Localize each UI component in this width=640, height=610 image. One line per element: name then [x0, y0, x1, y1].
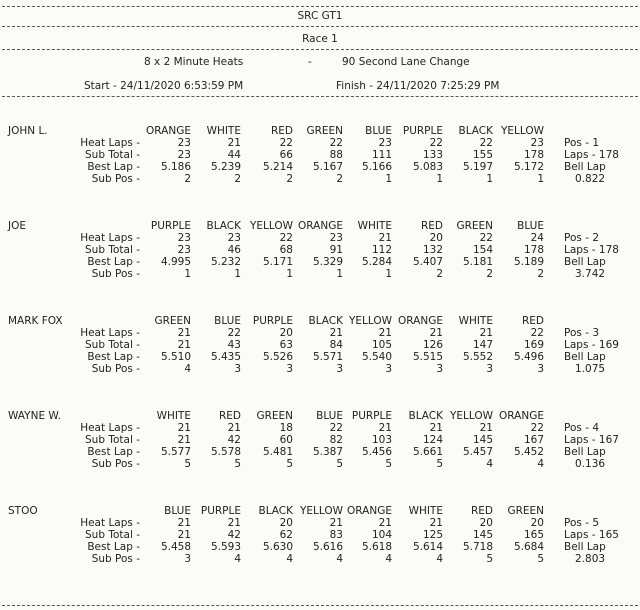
row-label: Best Lap -	[87, 541, 140, 553]
value-cell: 147	[472, 339, 493, 351]
lane-header: BLUE	[164, 505, 191, 517]
bell-lap-value: 0.136	[575, 458, 606, 470]
value-cell: 20	[279, 517, 293, 529]
row-label: Sub Total -	[85, 529, 140, 541]
value-cell: 21	[227, 517, 241, 529]
value-cell: 5.593	[210, 541, 241, 553]
value-cell: 5.578	[210, 446, 241, 458]
value-cell: 66	[279, 149, 293, 161]
value-cell: 165	[523, 529, 544, 541]
value-cell: 23	[177, 137, 191, 149]
value-cell: 21	[329, 327, 343, 339]
value-cell: 5.457	[462, 446, 493, 458]
value-cell: 1	[385, 268, 392, 280]
value-cell: 24	[530, 232, 544, 244]
value-cell: 23	[378, 137, 392, 149]
lane-header: WHITE	[408, 505, 443, 517]
lane-header: GREEN	[306, 125, 343, 137]
heat-format: 8 x 2 Minute Heats	[144, 56, 244, 68]
value-cell: 43	[227, 339, 241, 351]
row-label: Sub Total -	[85, 149, 140, 161]
lane-header: ORANGE	[146, 125, 191, 137]
bell-lap-label: Bell Lap	[564, 256, 606, 268]
row-label: Best Lap -	[87, 351, 140, 363]
bell-lap-value: 2.803	[575, 553, 606, 565]
value-cell: 1	[234, 268, 241, 280]
value-cell: 4	[286, 553, 293, 565]
lane-header: PURPLE	[150, 220, 191, 232]
row-label: Heat Laps -	[80, 232, 140, 244]
value-cell: 5.181	[462, 256, 493, 268]
value-cell: 5.526	[262, 351, 293, 363]
value-cell: 5.197	[462, 161, 493, 173]
value-cell: 18	[279, 422, 293, 434]
value-cell: 5	[486, 553, 493, 565]
driver-block	[0, 125, 640, 217]
driver-block	[0, 410, 640, 502]
bell-lap-label: Bell Lap	[564, 161, 606, 173]
value-cell: 133	[422, 149, 443, 161]
value-cell: 5.552	[462, 351, 493, 363]
value-cell: 46	[227, 244, 241, 256]
value-cell: 154	[472, 244, 493, 256]
value-cell: 5.577	[160, 446, 191, 458]
value-cell: 21	[177, 422, 191, 434]
lane-header: WHITE	[206, 125, 241, 137]
value-cell: 21	[329, 517, 343, 529]
value-cell: 104	[371, 529, 392, 541]
value-cell: 21	[479, 327, 493, 339]
value-cell: 4.995	[160, 256, 191, 268]
lane-header: RED	[521, 315, 544, 327]
value-cell: 5.239	[210, 161, 241, 173]
value-cell: 44	[227, 149, 241, 161]
value-cell: 22	[279, 232, 293, 244]
value-cell: 2	[184, 173, 191, 185]
lane-header: GREEN	[507, 505, 544, 517]
document-title: SRC GT1	[297, 10, 343, 22]
value-cell: 82	[329, 434, 343, 446]
row-label: Best Lap -	[87, 161, 140, 173]
value-cell: 1	[436, 173, 443, 185]
value-cell: 3	[436, 363, 443, 375]
value-cell: 3	[385, 363, 392, 375]
row-label: Sub Total -	[85, 339, 140, 351]
value-cell: 21	[177, 434, 191, 446]
value-cell: 5	[537, 553, 544, 565]
value-cell: 83	[329, 529, 343, 541]
bell-lap-label: Bell Lap	[564, 351, 606, 363]
divider	[2, 49, 638, 50]
position: Pos - 2	[564, 232, 599, 244]
driver-name: STOO	[8, 505, 38, 517]
total-laps: Laps - 169	[564, 339, 619, 351]
lane-header: RED	[420, 220, 443, 232]
row-label: Sub Pos -	[91, 363, 140, 375]
lane-header: RED	[218, 410, 241, 422]
lane-header: GREEN	[256, 410, 293, 422]
value-cell: 145	[472, 434, 493, 446]
start-time: Start - 24/11/2020 6:53:59 PM	[84, 80, 244, 92]
driver-name: MARK FOX	[8, 315, 63, 327]
value-cell: 5	[184, 458, 191, 470]
value-cell: 23	[177, 232, 191, 244]
total-laps: Laps - 178	[564, 149, 619, 161]
value-cell: 2	[336, 173, 343, 185]
lane-header: PURPLE	[351, 410, 392, 422]
value-cell: 2	[286, 173, 293, 185]
value-cell: 5.186	[160, 161, 191, 173]
value-cell: 21	[177, 529, 191, 541]
lane-change: 90 Second Lane Change	[342, 56, 470, 68]
value-cell: 4	[537, 458, 544, 470]
lane-header: ORANGE	[298, 220, 343, 232]
total-laps: Laps - 165	[564, 529, 619, 541]
value-cell: 5.387	[312, 446, 343, 458]
value-cell: 2	[537, 268, 544, 280]
value-cell: 60	[279, 434, 293, 446]
value-cell: 5.515	[412, 351, 443, 363]
value-cell: 126	[422, 339, 443, 351]
value-cell: 125	[422, 529, 443, 541]
value-cell: 5	[436, 458, 443, 470]
value-cell: 5.661	[412, 446, 443, 458]
value-cell: 132	[422, 244, 443, 256]
value-cell: 5.407	[412, 256, 443, 268]
value-cell: 5.718	[462, 541, 493, 553]
value-cell: 63	[279, 339, 293, 351]
position: Pos - 3	[564, 327, 599, 339]
divider	[2, 26, 638, 27]
value-cell: 62	[279, 529, 293, 541]
row-label: Sub Pos -	[91, 173, 140, 185]
value-cell: 1	[184, 268, 191, 280]
value-cell: 5.214	[262, 161, 293, 173]
value-cell: 21	[429, 327, 443, 339]
value-cell: 91	[329, 244, 343, 256]
total-laps: Laps - 178	[564, 244, 619, 256]
value-cell: 21	[177, 517, 191, 529]
value-cell: 5.232	[210, 256, 241, 268]
lane-header: YELLOW	[500, 125, 544, 137]
value-cell: 5	[385, 458, 392, 470]
value-cell: 4	[385, 553, 392, 565]
value-cell: 21	[429, 517, 443, 529]
value-cell: 5.329	[312, 256, 343, 268]
row-label: Best Lap -	[87, 446, 140, 458]
row-label: Heat Laps -	[80, 517, 140, 529]
value-cell: 84	[329, 339, 343, 351]
value-cell: 22	[530, 327, 544, 339]
lane-header: YELLOW	[449, 410, 493, 422]
position: Pos - 5	[564, 517, 599, 529]
value-cell: 5.458	[160, 541, 191, 553]
value-cell: 4	[486, 458, 493, 470]
value-cell: 3	[537, 363, 544, 375]
driver-block	[0, 505, 640, 597]
value-cell: 5.166	[361, 161, 392, 173]
divider	[2, 6, 638, 7]
lane-header: BLACK	[258, 505, 293, 517]
lane-header: BLACK	[206, 220, 241, 232]
value-cell: 5	[336, 458, 343, 470]
row-label: Sub Pos -	[91, 458, 140, 470]
divider	[2, 605, 638, 606]
row-label: Heat Laps -	[80, 422, 140, 434]
value-cell: 178	[523, 149, 544, 161]
lane-header: YELLOW	[348, 315, 392, 327]
lane-header: BLACK	[408, 410, 443, 422]
value-cell: 3	[234, 363, 241, 375]
value-cell: 22	[479, 232, 493, 244]
driver-block	[0, 220, 640, 312]
value-cell: 22	[479, 137, 493, 149]
value-cell: 167	[523, 434, 544, 446]
row-label: Sub Pos -	[91, 553, 140, 565]
bell-lap-label: Bell Lap	[564, 541, 606, 553]
value-cell: 1	[537, 173, 544, 185]
value-cell: 22	[429, 137, 443, 149]
value-cell: 5.496	[513, 351, 544, 363]
lane-header: YELLOW	[249, 220, 293, 232]
value-cell: 145	[472, 529, 493, 541]
driver-name: JOE	[8, 220, 26, 232]
value-cell: 105	[371, 339, 392, 351]
value-cell: 2	[234, 173, 241, 185]
value-cell: 124	[422, 434, 443, 446]
bell-lap-value: 1.075	[575, 363, 606, 375]
value-cell: 22	[329, 137, 343, 149]
bell-lap-value: 3.742	[575, 268, 606, 280]
value-cell: 21	[227, 422, 241, 434]
lane-header: BLUE	[365, 125, 392, 137]
value-cell: 3	[286, 363, 293, 375]
value-cell: 5.618	[361, 541, 392, 553]
value-cell: 23	[329, 232, 343, 244]
value-cell: 21	[177, 339, 191, 351]
lane-header: RED	[270, 125, 293, 137]
value-cell: 5.435	[210, 351, 241, 363]
divider	[2, 96, 638, 97]
value-cell: 5.456	[361, 446, 392, 458]
value-cell: 21	[378, 232, 392, 244]
value-cell: 5.171	[262, 256, 293, 268]
row-label: Sub Total -	[85, 244, 140, 256]
value-cell: 21	[378, 517, 392, 529]
value-cell: 2	[486, 268, 493, 280]
value-cell: 5.172	[513, 161, 544, 173]
value-cell: 5.167	[312, 161, 343, 173]
value-cell: 1	[286, 268, 293, 280]
lane-header: PURPLE	[402, 125, 443, 137]
value-cell: 3	[336, 363, 343, 375]
finish-time: Finish - 24/11/2020 7:25:29 PM	[336, 80, 500, 92]
driver-name: WAYNE W.	[8, 410, 61, 422]
value-cell: 155	[472, 149, 493, 161]
value-cell: 22	[227, 327, 241, 339]
lane-header: BLACK	[458, 125, 493, 137]
value-cell: 22	[279, 137, 293, 149]
value-cell: 5.571	[312, 351, 343, 363]
value-cell: 20	[530, 517, 544, 529]
lane-header: GREEN	[154, 315, 191, 327]
value-cell: 5.540	[361, 351, 392, 363]
value-cell: 1	[486, 173, 493, 185]
value-cell: 42	[227, 434, 241, 446]
position: Pos - 4	[564, 422, 599, 434]
value-cell: 5.630	[262, 541, 293, 553]
total-laps: Laps - 167	[564, 434, 619, 446]
position: Pos - 1	[564, 137, 599, 149]
value-cell: 21	[429, 422, 443, 434]
value-cell: 5.684	[513, 541, 544, 553]
value-cell: 68	[279, 244, 293, 256]
lane-header: ORANGE	[499, 410, 544, 422]
format-separator: -	[308, 56, 312, 68]
value-cell: 23	[530, 137, 544, 149]
value-cell: 3	[184, 553, 191, 565]
value-cell: 5.083	[412, 161, 443, 173]
value-cell: 21	[378, 327, 392, 339]
value-cell: 5	[286, 458, 293, 470]
lane-header: BLUE	[316, 410, 343, 422]
value-cell: 88	[329, 149, 343, 161]
value-cell: 5.481	[262, 446, 293, 458]
value-cell: 169	[523, 339, 544, 351]
lane-header: BLUE	[517, 220, 544, 232]
value-cell: 3	[486, 363, 493, 375]
value-cell: 2	[436, 268, 443, 280]
value-cell: 5.614	[412, 541, 443, 553]
value-cell: 5.510	[160, 351, 191, 363]
value-cell: 20	[429, 232, 443, 244]
value-cell: 4	[436, 553, 443, 565]
value-cell: 4	[184, 363, 191, 375]
lane-header: BLUE	[214, 315, 241, 327]
value-cell: 42	[227, 529, 241, 541]
driver-name: JOHN L.	[8, 125, 48, 137]
value-cell: 22	[530, 422, 544, 434]
lane-header: YELLOW	[299, 505, 343, 517]
value-cell: 21	[479, 422, 493, 434]
value-cell: 4	[234, 553, 241, 565]
lane-header: WHITE	[357, 220, 392, 232]
value-cell: 112	[371, 244, 392, 256]
race-label: Race 1	[302, 33, 338, 45]
bell-lap-value: 0.822	[575, 173, 606, 185]
driver-block	[0, 315, 640, 407]
value-cell: 23	[177, 244, 191, 256]
row-label: Heat Laps -	[80, 137, 140, 149]
lane-header: ORANGE	[398, 315, 443, 327]
value-cell: 178	[523, 244, 544, 256]
row-label: Best Lap -	[87, 256, 140, 268]
value-cell: 5	[234, 458, 241, 470]
value-cell: 23	[177, 149, 191, 161]
lane-header: ORANGE	[347, 505, 392, 517]
value-cell: 20	[279, 327, 293, 339]
value-cell: 23	[227, 232, 241, 244]
value-cell: 5.189	[513, 256, 544, 268]
row-label: Sub Pos -	[91, 268, 140, 280]
value-cell: 20	[479, 517, 493, 529]
value-cell: 1	[385, 173, 392, 185]
value-cell: 5.284	[361, 256, 392, 268]
row-label: Heat Laps -	[80, 327, 140, 339]
value-cell: 4	[336, 553, 343, 565]
value-cell: 103	[371, 434, 392, 446]
lane-header: WHITE	[156, 410, 191, 422]
lane-header: BLACK	[308, 315, 343, 327]
value-cell: 21	[177, 327, 191, 339]
value-cell: 1	[336, 268, 343, 280]
lane-header: PURPLE	[252, 315, 293, 327]
lane-header: PURPLE	[200, 505, 241, 517]
value-cell: 5.452	[513, 446, 544, 458]
row-label: Sub Total -	[85, 434, 140, 446]
value-cell: 21	[227, 137, 241, 149]
bell-lap-label: Bell Lap	[564, 446, 606, 458]
value-cell: 111	[371, 149, 392, 161]
value-cell: 22	[329, 422, 343, 434]
lane-header: GREEN	[456, 220, 493, 232]
lane-header: WHITE	[458, 315, 493, 327]
lane-header: RED	[470, 505, 493, 517]
value-cell: 21	[378, 422, 392, 434]
value-cell: 5.616	[312, 541, 343, 553]
